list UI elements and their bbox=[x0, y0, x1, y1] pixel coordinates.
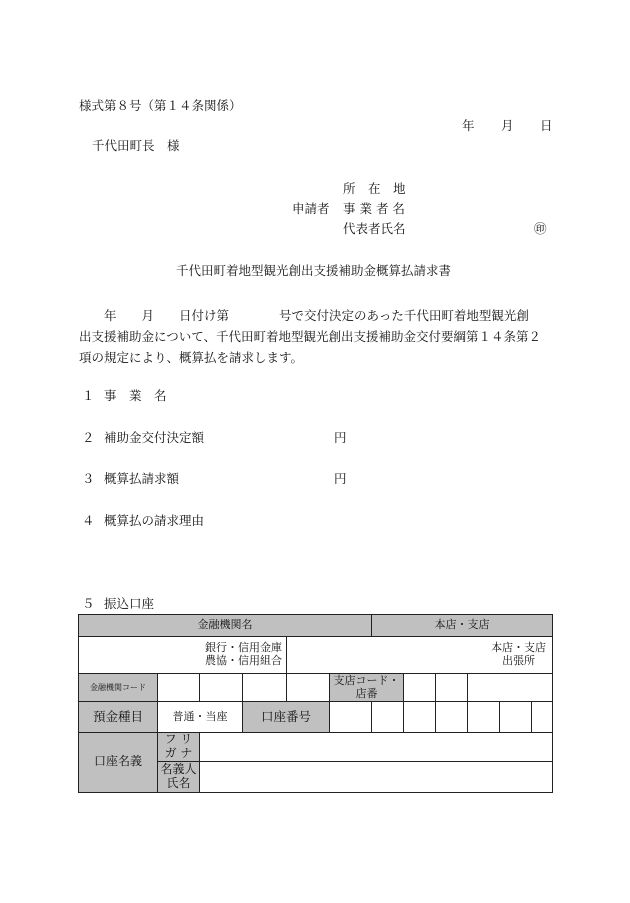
item-5-number: ５ bbox=[82, 596, 95, 611]
applicant-label: 申請者 bbox=[292, 201, 330, 216]
institution-type-options: 銀行・信用金庫 農協・信用組合 bbox=[205, 641, 282, 667]
institution-code-digit[interactable] bbox=[158, 674, 200, 702]
request-body bbox=[79, 305, 554, 368]
item-3-label: 概算払請求額 bbox=[104, 471, 180, 486]
institution-code-digit[interactable] bbox=[287, 674, 330, 702]
furigana-input[interactable] bbox=[200, 733, 553, 762]
account-holder-label: 口座名義 bbox=[79, 733, 158, 793]
seal-mark: ㊞ bbox=[534, 221, 547, 236]
applicant-address-label: 所 在 地 bbox=[343, 181, 406, 196]
item-3-unit: 円 bbox=[334, 471, 347, 486]
deposit-type-value[interactable]: 普通・当座 bbox=[158, 702, 243, 733]
institution-code-label: 金融機関コード bbox=[79, 674, 158, 702]
furigana-label: フ リ ガ ナ bbox=[158, 733, 200, 762]
applicant-representative-label: 代表者氏名 bbox=[343, 221, 406, 236]
applicant-business-name-label: 事 業 者 名 bbox=[343, 201, 405, 216]
item-2-number: ２ bbox=[82, 430, 95, 445]
item-4-label: 概算払の請求理由 bbox=[104, 513, 205, 528]
body-line: 出支援補助金について、千代田町着地型観光創出支援補助金交付要綱第１４条第２ bbox=[79, 329, 542, 344]
account-number-digit[interactable] bbox=[404, 702, 436, 733]
branch-code-label: 支店コード・店番 bbox=[330, 674, 404, 702]
account-number-digit[interactable] bbox=[330, 702, 372, 733]
body-line: 年 月 日付け第 号で交付決定のあった千代田町着地型観光創 bbox=[79, 308, 529, 323]
item-5-label: 振込口座 bbox=[104, 596, 155, 611]
holder-name-input[interactable] bbox=[200, 761, 553, 792]
form-number: 様式第８号（第１４条関係） bbox=[79, 98, 242, 113]
item-2-unit: 円 bbox=[334, 430, 347, 445]
document-title: 千代田町着地型観光創出支援補助金概算払請求書 bbox=[176, 263, 452, 278]
account-number-label: 口座番号 bbox=[243, 702, 330, 733]
account-number-digit[interactable] bbox=[372, 702, 404, 733]
deposit-type-label: 預金種目 bbox=[79, 702, 158, 733]
body-line: 項の規定により、概算払を請求します。 bbox=[79, 350, 304, 365]
institution-code-digit[interactable] bbox=[200, 674, 243, 702]
account-number-digit[interactable] bbox=[532, 702, 553, 733]
date-line: 年 月 日 bbox=[462, 118, 554, 133]
item-1-label: 事 業 名 bbox=[104, 388, 167, 403]
account-number-digit[interactable] bbox=[468, 702, 500, 733]
institution-code-digit[interactable] bbox=[243, 674, 287, 702]
item-1-number: １ bbox=[82, 388, 95, 403]
item-4-number: ４ bbox=[82, 513, 95, 528]
branch-code-digit[interactable] bbox=[404, 674, 436, 702]
branch-type-options: 本店・支店 出張所 bbox=[491, 641, 547, 667]
item-3-number: ３ bbox=[82, 471, 95, 486]
account-number-digit[interactable] bbox=[436, 702, 468, 733]
holder-name-label: 名義人氏名 bbox=[158, 761, 200, 792]
branch-name-cell[interactable] bbox=[287, 637, 553, 674]
institution-name-cell[interactable] bbox=[79, 637, 287, 674]
addressee: 千代田町長 様 bbox=[92, 138, 180, 153]
institution-name-header: 金融機関名 bbox=[79, 615, 372, 637]
branch-code-digit[interactable] bbox=[468, 674, 553, 702]
branch-code-digit[interactable] bbox=[436, 674, 468, 702]
account-number-digit[interactable] bbox=[500, 702, 532, 733]
bank-account-table bbox=[78, 614, 553, 793]
branch-header: 本店・支店 bbox=[372, 615, 553, 637]
item-2-label: 補助金交付決定額 bbox=[104, 430, 205, 445]
